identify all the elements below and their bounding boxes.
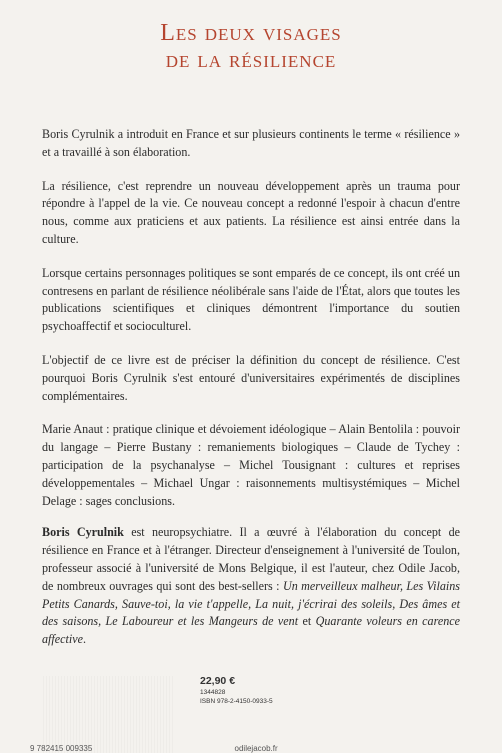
bio-text-2: et xyxy=(298,614,316,629)
isbn: ISBN 978-2-4150-0933-5 xyxy=(200,698,273,705)
paragraph-contributors: Marie Anaut : pratique clinique et dévoiement idéologique – Alain Bentolila : pouvoir du langage – Pierre Bustany : remaniements biologiques – Claude de Tychey : participation de la psychanalyse – Michel Tousignant : cultures et reprises développementales – Michael Ungar : raisonnements multisystémiques – Michel Delage : sages conclusions. xyxy=(42,422,460,508)
title-line-1: Les deux visages xyxy=(160,20,342,46)
publisher-url: odilejacob.fr xyxy=(234,744,278,753)
paragraph-politics: Lorsque certains personnages politiques se sont emparés de ce concept, ils ont créé un contresens en parlant de résilience néolibérale sans l'aide de l'État, alors que toutes les publications scientifiques et cliniques démontrent l'importance du soutien psychoaffectif et socioculturel. xyxy=(42,265,460,334)
barcode-digits: 9 782415 009335 xyxy=(30,744,93,753)
bio-text-3: . xyxy=(82,632,86,647)
footer xyxy=(30,745,278,753)
price-block xyxy=(200,675,273,706)
paragraph-definition: La résilience, c'est reprendre un nouveau développement après un trauma pour répondre à l'appel de la vie. Ce nouveau concept a redonné l'espoir à chacun d'entre nous, comme aux praticiens et aux patients. La résilience est ainsi entrée dans la culture. xyxy=(42,178,460,246)
book-title xyxy=(0,20,502,74)
bio-text-1: est neuropsychiatre. Il a œuvré à l'élaboration du concept de résilience en France et à l'étranger. Directeur d'enseignement à l'université de Toulon, professeur associé à l'université de Mons Belgique, il est l'auteur, chez Odile Jacob, de nombreux ouvrages qui sont des best-sellers : xyxy=(42,525,460,593)
bio-last-title: Quarante voleurs en carence affective xyxy=(42,614,461,647)
author-bio xyxy=(42,524,460,649)
bio-titles: Un merveilleux malheur, Les Vilains Petits Canards, Sauve-toi, la vie t'appelle, La nuit, j'écrirai des soleils, Des âmes et des saisons, Le Laboureur et les Mangeurs de vent xyxy=(42,578,460,629)
paragraph-objective: L'objectif de ce livre est de préciser la définition du concept de résilience. C'est pourquoi Boris Cyrulnik s'est entouré d'universitaires expérimentés de disciplines complémentaires. xyxy=(42,352,460,403)
author-name: Boris Cyrulnik xyxy=(42,525,124,540)
price-amount: 22,90 € xyxy=(200,675,236,687)
barcode-area xyxy=(43,676,173,753)
product-code: 1344828 xyxy=(200,689,226,696)
title-line-2: de la résilience xyxy=(165,46,337,73)
paragraph-intro: Boris Cyrulnik a introduit en France et sur plusieurs continents le terme « résilience » et a travaillé à son élaboration. xyxy=(42,127,460,159)
back-cover-text xyxy=(42,126,460,665)
